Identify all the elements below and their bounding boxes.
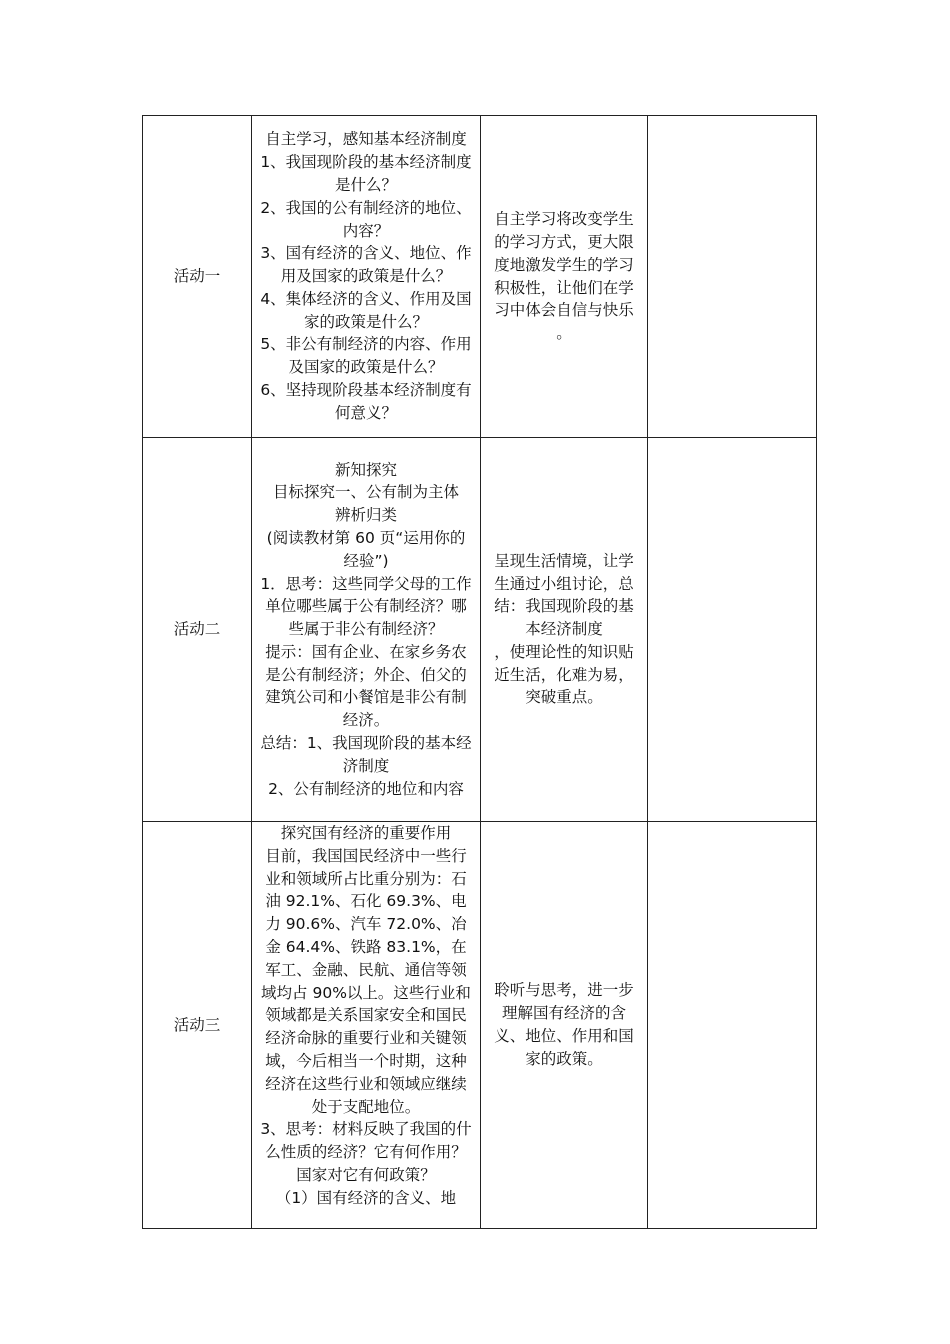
notes-cell bbox=[648, 116, 817, 438]
notes-cell bbox=[648, 438, 817, 822]
content-line: 2、公有制经济的地位和内容 bbox=[268, 779, 464, 798]
table-row bbox=[143, 116, 817, 438]
purpose-line: 聆听与思考，进一步理解国有经济的含义、地位、作用和国家的政策。 bbox=[494, 981, 634, 1068]
content-line: 提示：国有企业、在家乡务农是公有制经济；外企、伯父的建筑公司和小餐馆是非公有制经济。 bbox=[265, 642, 467, 730]
activity-label: 活动一 bbox=[143, 116, 252, 438]
activity-label: 活动二 bbox=[143, 438, 252, 822]
content-line: 辨析归类 bbox=[334, 506, 397, 525]
content-line: 3、国有经济的含义、地位、作用及国家的政策是什么？ bbox=[260, 244, 472, 286]
activity-content bbox=[252, 822, 481, 1229]
activity-label: 活动三 bbox=[143, 822, 252, 1229]
content-line: 6、坚持现阶段基本经济制度有何意义？ bbox=[260, 381, 472, 422]
purpose-line: ，使理论性的知识贴近生活，化难为易，突破重点。 bbox=[494, 642, 634, 707]
content-line: 2、我国的公有制经济的地位、内容？ bbox=[260, 198, 472, 240]
purpose-line: 自主学习将改变学生的学习方式，更大限度地激发学生的学习积极性，让他们在学习中体会自信与快乐 。 bbox=[494, 210, 634, 343]
notes-cell bbox=[648, 822, 817, 1229]
content-line: 总结：1、我国现阶段的基本经济制度 bbox=[260, 734, 472, 775]
content-line: 1、我国现阶段的基本经济制度是什么？ bbox=[260, 153, 472, 194]
purpose-line: 呈现生活情境，让学生通过小组讨论，总结：我国现阶段的基本经济制度 bbox=[494, 551, 634, 639]
content-line: 目标探究一、公有制为主体 bbox=[272, 483, 459, 502]
content-line: 新知探究 bbox=[334, 460, 397, 479]
content-line: (阅读教材第 60 页“运用你的经验”) bbox=[266, 528, 466, 570]
content-line: 3、思考：材料反映了我国的什么性质的经济？它有何作用？国家对它有何政策？ bbox=[260, 1120, 472, 1184]
content-line: 4、集体经济的含义、作用及国家的政策是什么？ bbox=[260, 289, 472, 331]
content-line: 自主学习，感知基本经济制度 bbox=[265, 130, 467, 149]
content-line: 目前，我国国民经济中一些行业和领域所占比重分别为：石油 92.1%、石化 69.3%、电力 90.6%、汽车 72.0%、冶金 64.4%、铁路 83.1%，在军工、金融、民航、通信等领域均占 90%以上。这些行业和领域都是关系国家安全和国民经济命脉的重要行业和关键领域，今后相当一个时期，这种经济在这些行业和领域应继续处于支配地位。 bbox=[261, 846, 471, 1116]
activity-content bbox=[252, 438, 481, 822]
design-intent bbox=[481, 116, 648, 438]
design-intent bbox=[481, 822, 648, 1229]
table-row bbox=[143, 822, 817, 1229]
content-line: 5、非公有制经济的内容、作用及国家的政策是什么？ bbox=[260, 335, 472, 377]
content-line: 探究国有经济的重要作用 bbox=[280, 824, 452, 842]
activity-content bbox=[252, 116, 481, 438]
design-intent bbox=[481, 438, 648, 822]
content-line: （1）国有经济的含义、地 bbox=[275, 1188, 457, 1207]
table-row bbox=[143, 438, 817, 822]
content-line: 1．思考：这些同学父母的工作单位哪些属于公有制经济？哪些属于非公有制经济？ bbox=[260, 574, 472, 639]
lesson-plan-table bbox=[142, 115, 817, 1229]
